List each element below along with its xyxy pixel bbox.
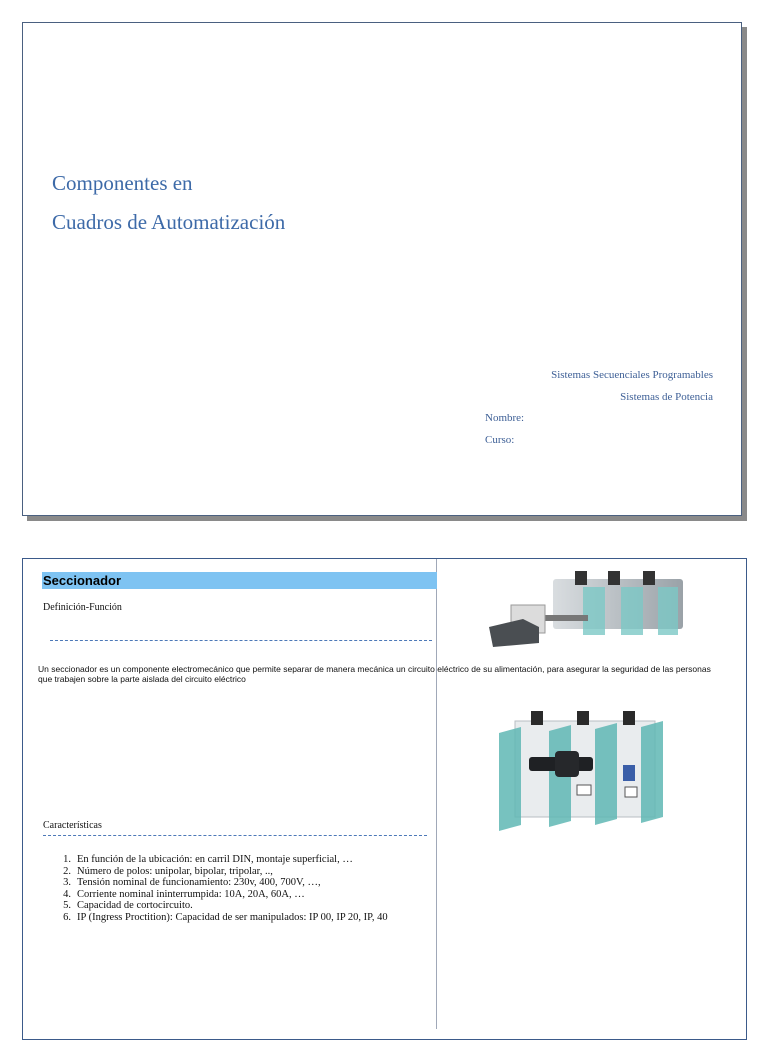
list-item-text: En función de la ubicación: en carril DIN, montaje superficial, … bbox=[77, 854, 353, 865]
list-item bbox=[43, 866, 388, 878]
list-item-number: 2. bbox=[63, 865, 71, 877]
list-item-number: 3. bbox=[63, 877, 71, 888]
course-label: Curso: bbox=[485, 434, 515, 446]
list-item-number: 1. bbox=[63, 854, 71, 865]
characteristics-label: Características bbox=[43, 820, 102, 831]
list-item-number: 5. bbox=[63, 900, 71, 911]
list-item bbox=[43, 912, 388, 924]
module-name: Sistemas de Potencia bbox=[620, 391, 713, 403]
document-title-line-2: Cuadros de Automatización bbox=[52, 210, 286, 234]
list-item-number: 6. bbox=[63, 911, 71, 923]
list-item bbox=[43, 889, 388, 901]
characteristics-list bbox=[43, 854, 388, 923]
list-item-text: Tensión nominal de funcionamiento: 230v, 400, 700V, …, bbox=[77, 877, 321, 888]
list-item-number: 4. bbox=[63, 888, 71, 900]
list-item-text: Corriente nominal ininterrumpida: 10A, 20A, 60A, … bbox=[77, 888, 305, 900]
cover-page bbox=[22, 22, 742, 516]
column-divider bbox=[436, 559, 437, 1029]
definition-answer-line bbox=[50, 640, 432, 641]
list-item-text: Número de polos: unipolar, bipolar, tripolar, .., bbox=[77, 865, 273, 877]
list-item bbox=[43, 900, 388, 912]
content-page bbox=[22, 558, 747, 1040]
section-title: Seccionador bbox=[42, 572, 437, 589]
characteristics-underline bbox=[43, 835, 427, 836]
definition-label: Definición-Función bbox=[43, 602, 122, 613]
list-item-text: Capacidad de cortocircuito. bbox=[77, 900, 193, 911]
document-title-line-1: Componentes en bbox=[52, 171, 193, 195]
list-item-text: IP (Ingress Proctition): Capacidad de ser manipulados: IP 00, IP 20, IP, 40 bbox=[77, 911, 388, 923]
disconnector-switch-image-2 bbox=[495, 707, 667, 831]
name-label: Nombre: bbox=[485, 412, 525, 424]
subject-name: Sistemas Secuenciales Programables bbox=[551, 369, 713, 381]
list-item bbox=[43, 854, 388, 866]
definition-text: Un seccionador es un componente electromecánico que permite separar de manera mecánica un circuito eléctrico de su alimentación, para asegurar la seguridad de las personas que trabajen sobre la parte aislada del circuito eléctrico bbox=[38, 664, 711, 684]
disconnector-switch-image-1 bbox=[483, 567, 691, 659]
list-item bbox=[43, 877, 388, 889]
